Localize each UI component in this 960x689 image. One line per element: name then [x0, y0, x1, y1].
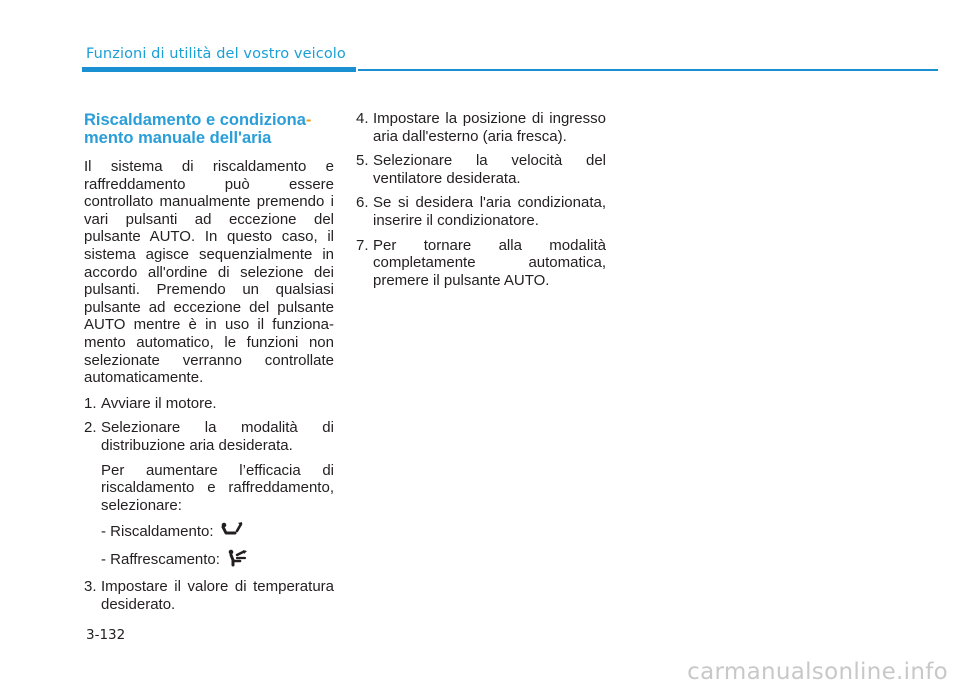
step-text: Impostare la posizione di ingresso aria dall'esterno (aria fresca). — [373, 110, 606, 145]
header-rule-thick — [82, 67, 356, 72]
heating-label: - Riscaldamento: — [101, 522, 214, 540]
step-item-7 — [356, 237, 606, 290]
step-2-note: Per aumentare l’efficacia di riscaldamento e raffreddamento, selezionare: — [101, 461, 334, 514]
step-number: 6. — [356, 194, 369, 212]
section-title-part2: mento manuale dell'aria — [84, 128, 272, 147]
step-number: 3. — [84, 578, 97, 596]
page-header-title: Funzioni di utilità del vostro veicolo — [86, 46, 346, 62]
page-number: 3-132 — [86, 627, 126, 643]
left-column — [84, 112, 334, 621]
step-text: Impostare il valore di temperatura desiderato. — [101, 578, 334, 614]
step-number: 5. — [356, 152, 369, 170]
step-item-2 — [84, 419, 334, 454]
step-text: Se si desidera l'aria condizionata, inserire il condizionatore. — [373, 194, 606, 229]
section-title-part1: Riscaldamento e condiziona — [84, 111, 306, 129]
intro-paragraph: Il sistema di riscaldamento e raffreddamento può essere controllato manualmente premendo i vari pulsanti ad eccezione del pulsante AUTO. In questo caso, il sistema agisce sequenzialmente in accordo all'ordine di selezione dei pulsanti. Premendo un qualsiasi pulsante ad eccezione del pulsante AUTO mentre è in uso il funziona-mento automatico, le funzioni non selezionate verranno controllate automaticamente. — [84, 158, 334, 387]
cooling-label: - Raffrescamento: — [101, 551, 220, 569]
watermark: carmanualsonline.info — [687, 659, 948, 685]
step-text: Selezionare la velocità del ventilatore desiderata. — [373, 152, 606, 187]
section-title — [84, 112, 334, 147]
step-item-6 — [356, 194, 606, 229]
step-number: 2. — [84, 419, 97, 437]
cooling-line — [101, 549, 334, 572]
face-airflow-icon — [227, 549, 249, 572]
section-title-hyphen: - — [305, 111, 312, 129]
heating-line — [101, 521, 334, 542]
step-item-5 — [356, 152, 606, 187]
header-rule-thin — [358, 69, 938, 71]
step-text: Avviare il motore. — [101, 394, 217, 412]
step-text: Per tornare alla modalità completamente automatica, premere il pulsante AUTO. — [373, 236, 606, 289]
step-number: 1. — [84, 394, 97, 412]
floor-airflow-icon — [221, 521, 243, 542]
step-item-1 — [84, 395, 334, 413]
right-column — [356, 110, 606, 296]
step-number: 4. — [356, 110, 369, 127]
step-text: Selezionare la modalità di distribuzione aria desiderata. — [101, 419, 334, 454]
step-item-4 — [356, 110, 606, 145]
step-item-3 — [84, 578, 334, 613]
step-number: 7. — [356, 236, 369, 254]
